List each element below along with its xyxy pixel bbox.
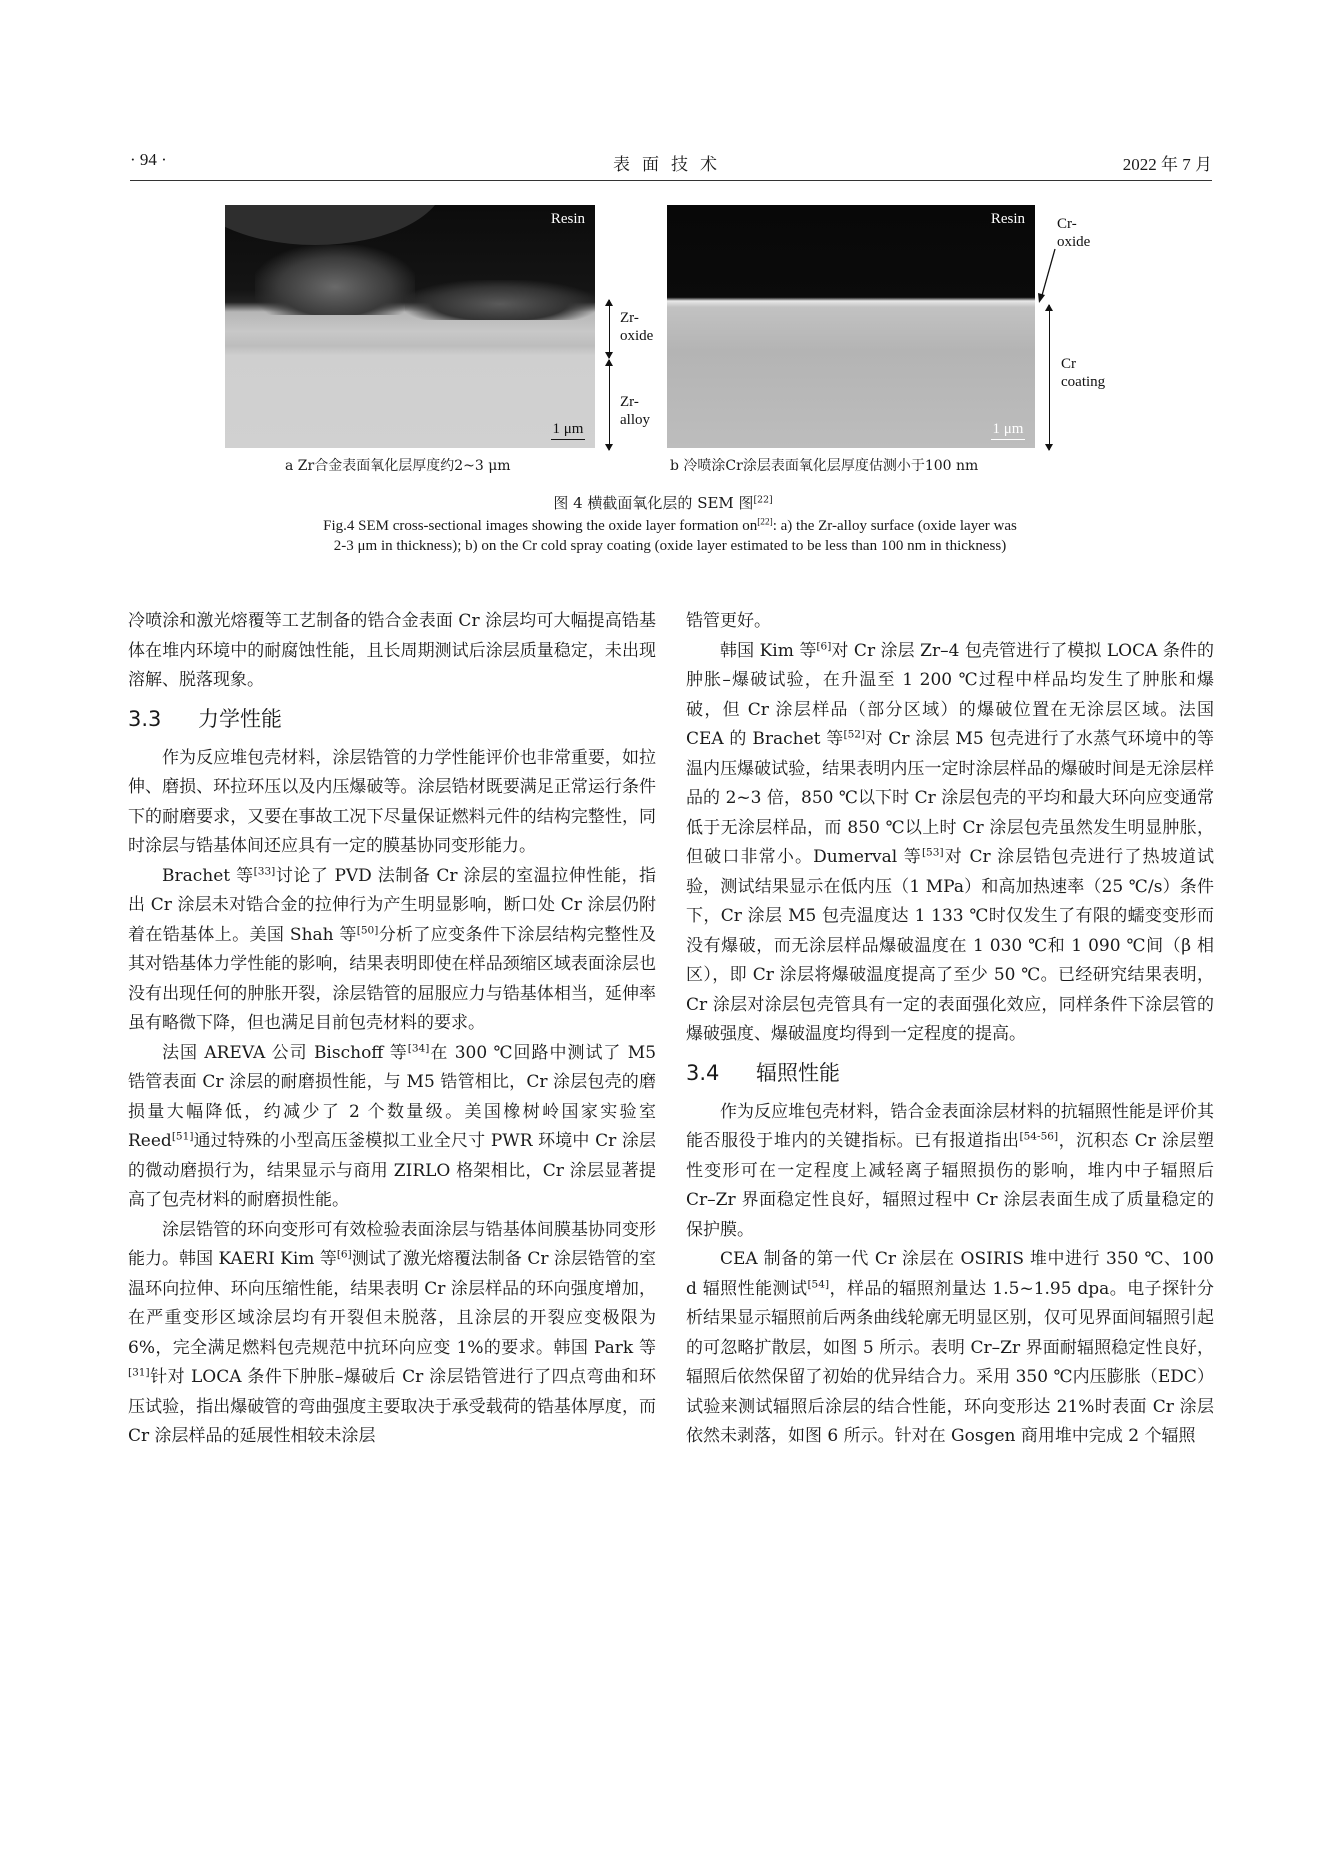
label-line: coating bbox=[1061, 374, 1106, 390]
scale-bar bbox=[551, 421, 585, 440]
sem-image-zr-alloy bbox=[225, 205, 595, 448]
citation-ref[interactable]: [53] bbox=[921, 846, 944, 859]
text-run: ，样品的辐照剂量达 1.5~1.95 dpa。电子探针分析结果显示辐照前后两条曲线轮廓无明显区别，仅可见界面间辐照引起的可忽略扩散层，如图 5 所示。表明 Cr–Zr 界面耐辐照稳定性良好，辐照后依然保留了初始的优异结合力。采用 350 ℃内压膨胀（EDC）试验来测试辐照后涂层的结合性能，环向变形达 21%时表面 Cr 涂层依然未剥落，如图 6 所示。针对在 Gosgen 商用堆中完成 2 个辐照 bbox=[686, 1278, 1214, 1446]
figure-caption-en bbox=[320, 516, 1020, 556]
citation-ref[interactable]: [50] bbox=[356, 924, 379, 937]
section-title: 辐照性能 bbox=[756, 1060, 840, 1085]
text-run: 在 300 ℃回路中测试了 M5 锆管表面 Cr 涂层的耐磨损性能，与 M5 锆管相比，Cr 涂层包壳的磨损量大幅降低，约减少了 2 个数量级。美国橡树岭国家实验室 Reed bbox=[128, 1042, 657, 1151]
left-column bbox=[128, 607, 656, 1452]
zr-alloy-arrow-icon bbox=[609, 360, 610, 450]
sem-feature bbox=[255, 245, 415, 315]
journal-title: 表面技术 bbox=[613, 155, 729, 175]
zr-alloy-label bbox=[620, 393, 650, 429]
section-heading-3-4 bbox=[686, 1056, 1214, 1090]
scale-bar-label: 1 μm bbox=[552, 421, 584, 437]
paragraph bbox=[128, 862, 656, 1039]
scale-bar-line bbox=[551, 439, 585, 440]
section-title: 力学性能 bbox=[198, 706, 282, 731]
section-number: 3.3 bbox=[128, 706, 162, 731]
label-line: alloy bbox=[620, 412, 650, 428]
text-run: 测试了激光熔覆法制备 Cr 涂层锆管的室温环向拉伸、环向压缩性能，结果表明 Cr 涂层样品的环向强度增加，在严重变形区域涂层均有开裂但未脱落，且涂层的开裂应变极限为 6%，完全满足燃料包壳规范中抗环向应变 1%的要求。韩国 Park 等 bbox=[128, 1249, 656, 1358]
scale-bar bbox=[991, 421, 1025, 440]
text-run: 对 Cr 涂层 M5 包壳进行了水蒸气环境中的等温内压爆破试验，结果表明内压一定时涂层样品的爆破时间是无涂层样品的 2~3 倍，850 ℃以下时 Cr 涂层包壳的平均和最大环向应变通常低于无涂层样品，而 850 ℃以上时 Cr 涂层包壳虽然发生明显肿胀，但破口非常小。Dumerval 等 bbox=[686, 729, 1214, 867]
sem-feature bbox=[405, 280, 595, 320]
paragraph: 冷喷涂和激光熔覆等工艺制备的锆合金表面 Cr 涂层均可大幅提高锆基体在堆内环境中的耐腐蚀性能，且长周期测试后涂层质量稳定，未出现溶解、脱落现象。 bbox=[128, 611, 656, 690]
paragraph bbox=[686, 1245, 1214, 1452]
citation-ref[interactable]: [22] bbox=[753, 494, 773, 506]
paragraph bbox=[128, 1216, 656, 1452]
citation-ref[interactable]: [34] bbox=[407, 1042, 430, 1055]
page-number: · 94 · bbox=[130, 150, 167, 169]
citation-ref[interactable]: [33] bbox=[253, 865, 276, 878]
zr-oxide-arrow-icon bbox=[609, 300, 610, 358]
figure-caption-cn bbox=[0, 492, 1326, 513]
label-line: Zr- bbox=[620, 394, 639, 410]
resin-label: Resin bbox=[550, 211, 585, 227]
text-run: 韩国 Kim 等 bbox=[720, 640, 817, 661]
text-run: 讨论了 PVD 法制备 Cr 涂层的室温拉伸性能，指出 Cr 涂层未对锆合金的拉伸行为产生明显影响，断口处 Cr 涂层仍附着在锆基体上。美国 Shah 等 bbox=[128, 865, 657, 945]
text-run: Brachet 等 bbox=[162, 865, 254, 886]
caption-text: 图 4 横截面氧化层的 SEM 图 bbox=[553, 494, 754, 512]
text-run: 涂层锆管的环向变形可有效检验表面涂层与锆基体间膜基协同变形能力。韩国 KAERI Kim 等 bbox=[128, 1219, 656, 1269]
header-rule bbox=[130, 180, 1212, 181]
text-run: 对 Cr 涂层 Zr–4 包壳管进行了模拟 LOCA 条件的肿胀–爆破试验，在升温至 1 200 ℃过程中样品均发生了肿胀和爆破，但 Cr 涂层样品（部分区域）的爆破位置在无涂层区域。法国 CEA 的 Brachet 等 bbox=[686, 640, 1214, 749]
paragraph: 锆管更好。 bbox=[686, 611, 771, 631]
zr-oxide-label bbox=[620, 309, 653, 345]
caption-text: Fig.4 SEM cross-sectional images showing the oxide layer formation on bbox=[323, 518, 758, 534]
scale-bar-label: 1 μm bbox=[992, 421, 1024, 437]
panel-a-caption: a Zr合金表面氧化层厚度约2~3 μm bbox=[285, 458, 511, 474]
cr-coating-arrow-icon bbox=[1049, 305, 1050, 450]
cr-oxide-pointer-arrow-icon bbox=[1037, 239, 1059, 305]
figure-4 bbox=[225, 205, 1106, 474]
citation-ref[interactable]: [51] bbox=[171, 1130, 194, 1143]
label-line: oxide bbox=[620, 328, 654, 344]
figure-panel-a bbox=[225, 205, 595, 448]
label-line: Zr- bbox=[620, 310, 639, 326]
label-line: Cr bbox=[1061, 356, 1076, 372]
text-run: ，沉积态 Cr 涂层塑性变形可在一定程度上减轻离子辐照损伤的影响，堆内中子辐照后 Cr–Zr 界面稳定性良好，辐照过程中 Cr 涂层表面生成了质量稳定的保护膜。 bbox=[686, 1131, 1214, 1240]
text-run: 针对 LOCA 条件下肿胀–爆破后 Cr 涂层锆管进行了四点弯曲和环压试验，指出爆破管的弯曲强度主要取决于承受载荷的锆基体厚度，而 Cr 涂层样品的延展性相较未涂层 bbox=[128, 1367, 656, 1446]
citation-ref[interactable]: [54] bbox=[807, 1278, 830, 1291]
scale-bar-line bbox=[991, 439, 1025, 440]
label-line: oxide bbox=[1057, 234, 1091, 250]
label-line: Cr- bbox=[1057, 216, 1077, 232]
text-run: CEA 制备的第一代 Cr 涂层在 OSIRIS 堆中进行 350 ℃、100 d 辐照性能测试 bbox=[686, 1249, 1214, 1299]
text-run: 分析了应变条件下涂层结构完整性及其对锆基体力学性能的影响，结果表明即使在样品颈缩区域表面涂层也没有出现任何的肿胀开裂，涂层锆管的屈服应力与锆基体相当，延伸率虽有略微下降，但也满足目前包壳材料的要求。 bbox=[128, 924, 656, 1033]
citation-ref[interactable]: [52] bbox=[843, 728, 866, 741]
cr-coating-label bbox=[1061, 355, 1105, 391]
paragraph: 作为反应堆包壳材料，涂层锆管的力学性能评价也非常重要，如拉伸、磨损、环拉环压以及内压爆破等。涂层锆材既要满足正常运行条件下的耐磨要求，又要在事故工况下尽量保证燃料元件的结构完整性，同时涂层与锆基体间还应具有一定的膜基协同变形能力。 bbox=[128, 747, 656, 856]
citation-ref[interactable]: [22] bbox=[757, 517, 773, 528]
text-run: 对 Cr 涂层锆包壳进行了热坡道试验，测试结果显示在低内压（1 MPa）和高加热速率（25 ℃/s）条件下，Cr 涂层 M5 包壳温度达 1 133 ℃时仅发生了有限的蠕变变形而没有爆破，而无涂层样品爆破温度在 1 030 ℃和 1 090 ℃间（β 相区），即 Cr 涂层将爆破温度提高了至少 50 ℃。已经研究结果表明，Cr 涂层对涂层包壳管具有一定的表面强化效应，同样条件下涂层管的爆破强度、爆破温度均得到一定程度的提高。 bbox=[686, 847, 1214, 1044]
running-header bbox=[130, 150, 1212, 174]
citation-ref[interactable]: [31] bbox=[128, 1366, 150, 1379]
citation-ref[interactable]: [6] bbox=[336, 1248, 352, 1261]
text-run: 法国 AREVA 公司 Bischoff 等 bbox=[162, 1042, 408, 1063]
sem-image-cr-coating bbox=[667, 205, 1035, 448]
section-number: 3.4 bbox=[686, 1060, 720, 1085]
sem-feature bbox=[225, 205, 445, 245]
text-run: 通过特殊的小型高压釜模拟工业全尺寸 PWR 环境中 Cr 涂层的微动磨损行为，结果显示与商用 ZIRLO 格架相比，Cr 涂层显著提高了包壳材料的耐磨损性能。 bbox=[128, 1131, 656, 1210]
citation-ref[interactable]: [54-56] bbox=[1019, 1130, 1059, 1143]
resin-label: Resin bbox=[990, 211, 1025, 227]
citation-ref[interactable]: [6] bbox=[816, 640, 832, 653]
issue-date: 2022 年 7 月 bbox=[1122, 155, 1212, 174]
paragraph bbox=[686, 1098, 1214, 1246]
cr-oxide-label bbox=[1057, 215, 1090, 251]
paragraph bbox=[128, 1039, 656, 1216]
paragraph bbox=[686, 637, 1214, 1050]
figure-panel-b bbox=[667, 205, 1035, 448]
right-column bbox=[686, 607, 1214, 1452]
section-heading-3-3 bbox=[128, 702, 656, 736]
panel-b-caption: b 冷喷涂Cr涂层表面氧化层厚度估测小于100 nm bbox=[670, 458, 979, 474]
text-run: 作为反应堆包壳材料，锆合金表面涂层材料的抗辐照性能是评价其能否服役于堆内的关键指标。已有报道指出 bbox=[686, 1101, 1214, 1151]
caption-text: : a) the Zr-alloy surface (oxide layer was 2-3 μm in thickness); b) on the Cr cold spray coating (oxide layer estimated to be less than 100 nm in thickness) bbox=[333, 518, 1017, 554]
